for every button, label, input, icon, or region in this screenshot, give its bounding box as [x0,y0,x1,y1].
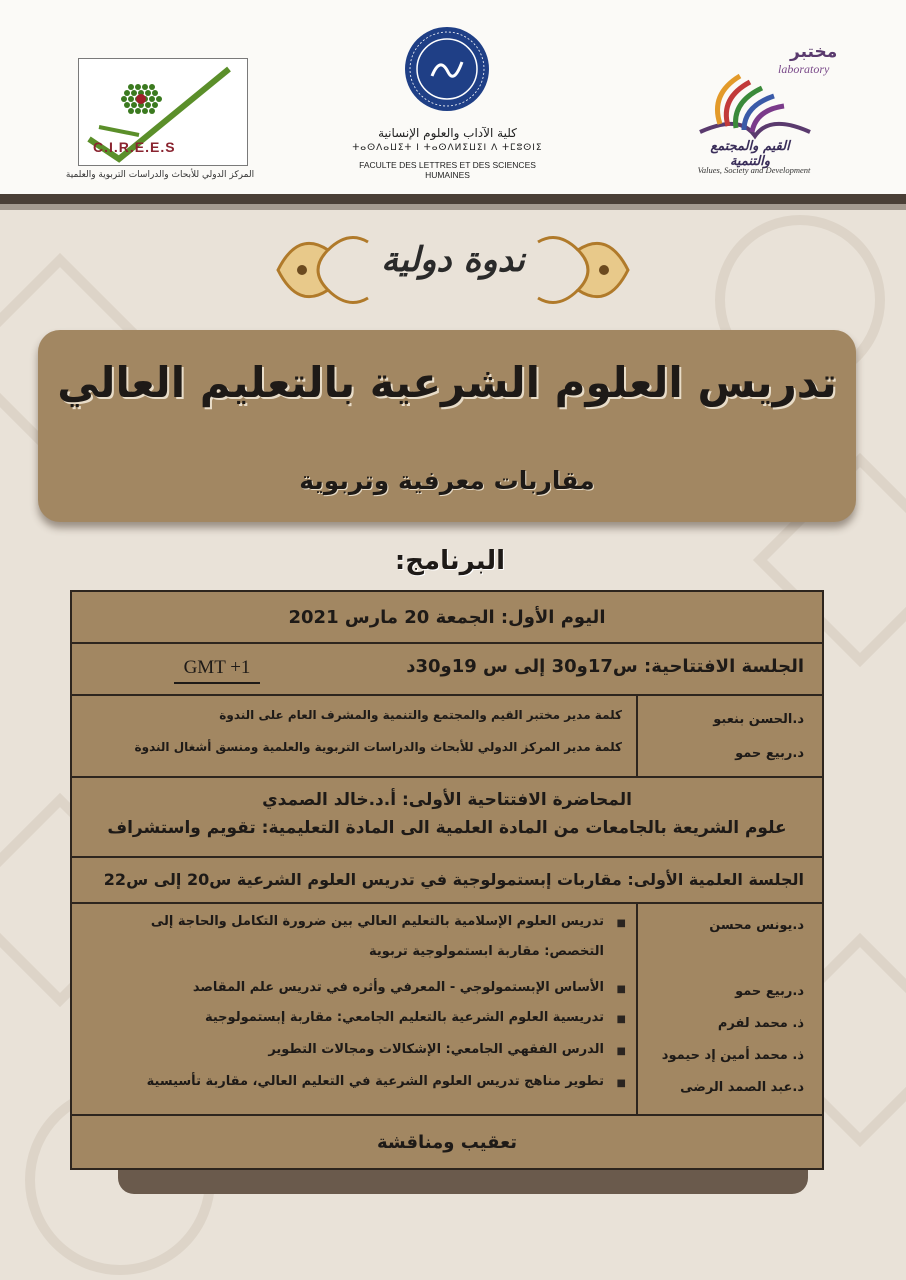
cirees-subtitle: المركز الدولي للأبحاث والدراسات التربوية والعلمية [65,170,255,180]
bullet-icon: ■ [616,1046,626,1057]
program-table [70,590,824,1170]
symposium-heading: ندوة دولية [381,240,525,280]
page-subtitle: مقاربات معرفية وتربوية [299,466,595,495]
title-panel [38,330,856,522]
closing-row: تعقيب ومناقشة [376,1132,517,1153]
speakers-column [636,696,822,776]
talk-title: التخصص: مقاربة ابستمولوجية تربوية [369,944,604,959]
bullet-icon: ■ [616,1078,626,1089]
program-heading: البرنامج: [394,546,506,576]
speaker-name: د.يونس محسن [709,918,804,933]
opening-session-label: الجلسة الافتتاحية: س17و30 إلى س 19و30د [406,656,804,677]
faculty-name-amazigh: ⵜⴰⵙⴷⴰⵡⵉⵜ ⵏ ⵜⴰⵙⴷⵍⵉⵡⵉⵏ ⴷ ⵜⵎⵓⵙⵏⵉ [352,143,543,153]
lab-name-english: Values, Society and Development [697,165,811,175]
speaker-name: د.ربيع حمو [735,746,804,761]
opening-lecture-row [72,778,822,858]
speakers-column [636,904,822,1114]
faculty-name-arabic: كلية الآداب والعلوم الإنسانية [378,126,517,140]
page-title: تدريس العلوم الشرعية بالتعليم العالي [57,358,837,407]
talk-title: تطوير مناهج تدريس العلوم الشرعية في التعليم العالي، مقاربة تأسيسية [146,1074,604,1089]
session1-row [72,858,822,904]
bullet-icon: ■ [616,984,626,995]
opening-lecture-title: علوم الشريعة بالجامعات من المادة العلمية الى المادة التعليمية: تقويم واستشراف [107,818,787,838]
talk-title: تدريسية العلوم الشرعية بالتعليم الجامعي: مقاربة إبستمولوجية [204,1010,604,1025]
bullet-icon: ■ [616,1014,626,1025]
lab-name-arabic: القيم والمجتمع والتنمية [710,139,790,169]
talk-title: الأساس الإبستمولوجي - المعرفي وأثره في تدريس علم المقاصد [192,980,604,995]
faculty-name-french: FACULTE DES LETTRES ET DES SCIENCES HUMAINES [359,160,536,180]
speaker-name: ذ. محمد لفرم [717,1016,804,1031]
session1-talks-row [72,904,822,1116]
opening-session-row [72,644,822,696]
university-seal-icon [404,26,490,112]
talk-title: تدريس العلوم الإسلامية بالتعليم العالي بين ضرورة التكامل والحاجة إلى [150,914,604,929]
speaker-name: د.الحسن بنعبو [713,712,804,727]
speaker-name: د.ربيع حمو [735,984,804,999]
lab-word-english: laboratory [778,62,830,76]
talk-title: كلمة مدير مختبر القيم والمجتمع والتنمية والمشرف العام على الندوة [219,708,622,722]
cirees-acronym: C.I.R.E.E.S [93,139,176,155]
lab-word-arabic: مختبر [790,42,838,62]
timezone-label: GMT +1 [174,654,260,684]
opening-talks-row [72,696,822,778]
day-row: اليوم الأول: الجمعة 20 مارس 2021 [72,592,822,644]
talk-title: كلمة مدير المركز الدولي للأبحاث والدراسات التربوية والعلمية ومنسق أشغال الندوة [134,740,622,754]
speaker-name: ذ. محمد أمين إد حيمود [661,1048,804,1063]
bullet-icon: ■ [616,918,626,929]
speaker-name: د.عبد الصمد الرضى [680,1080,804,1095]
session1-title: الجلسة العلمية الأولى: مقاربات إبستمولوجية في تدريس العلوم الشرعية س20 إلى س22 [103,870,804,889]
header-shadow [0,204,906,210]
talk-title: الدرس الفقهي الجامعي: الإشكالات ومجالات التطوير [268,1042,604,1057]
opening-lecture-speaker: المحاضرة الافتتاحية الأولى: أ.د.خالد الصمدي [262,790,632,810]
header-band [0,0,906,204]
